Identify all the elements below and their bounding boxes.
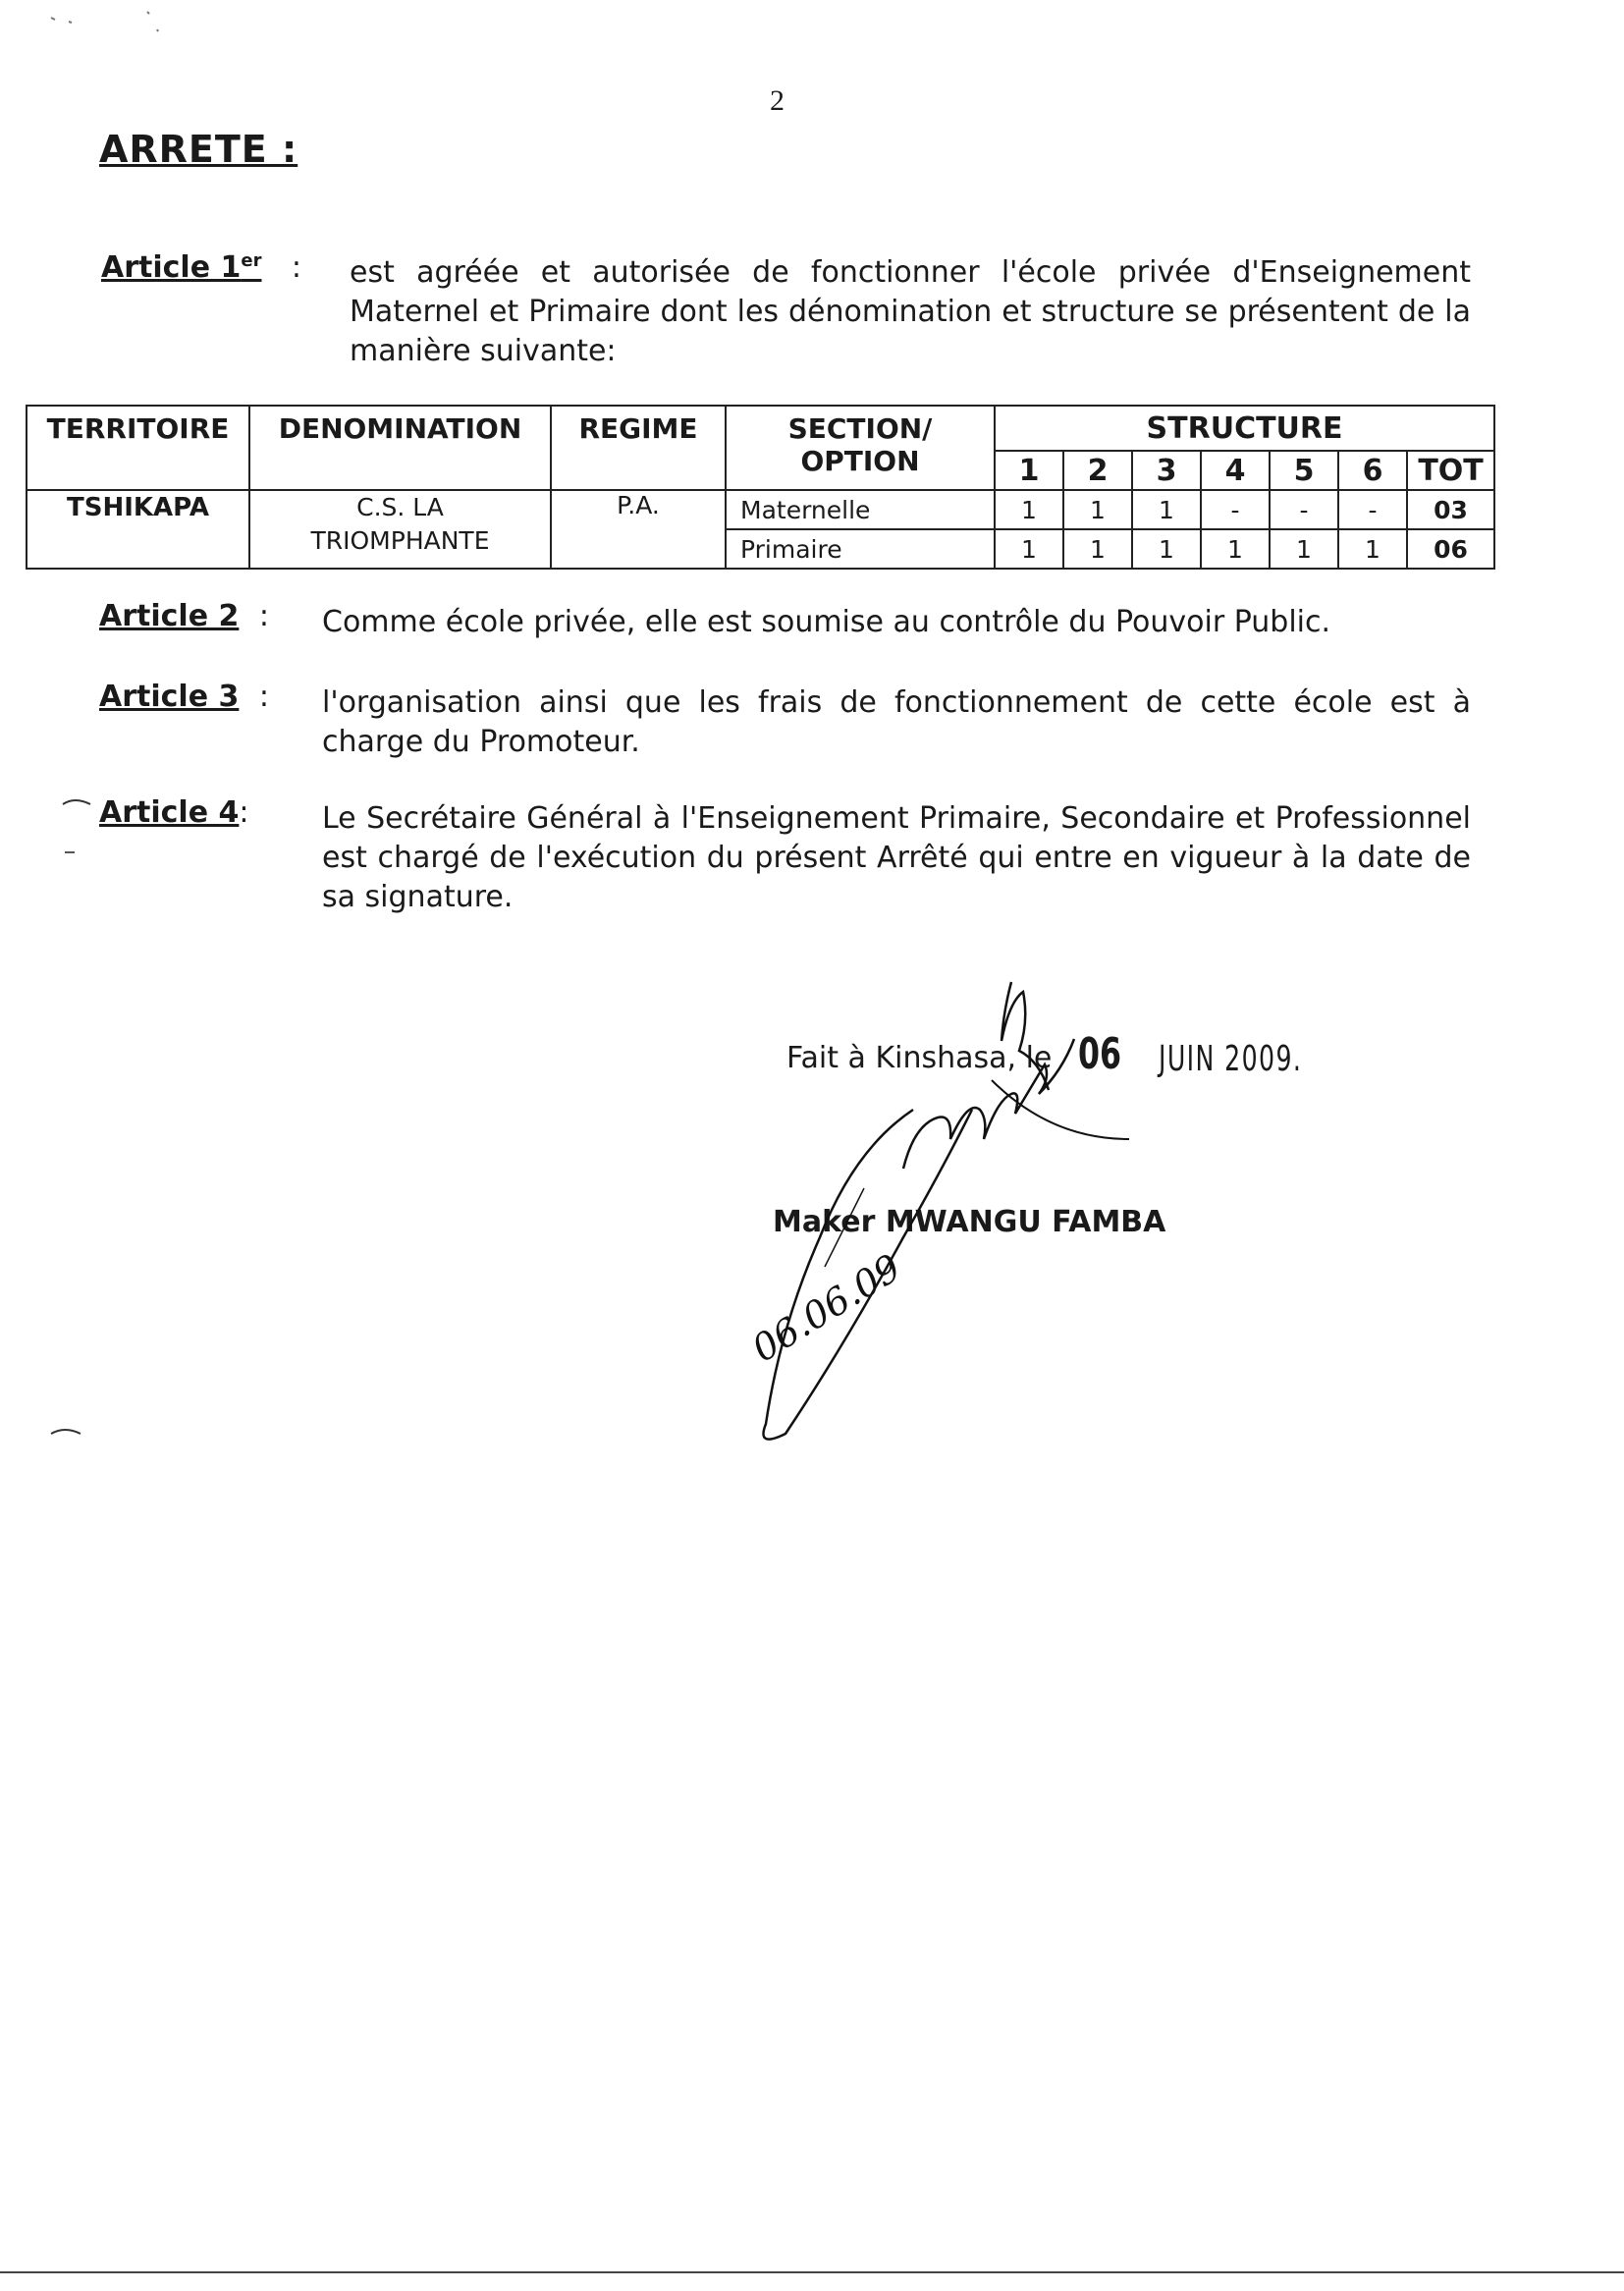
header-col-4: 4 <box>1201 451 1270 490</box>
header-col-tot: TOT <box>1407 451 1494 490</box>
header-section-option <box>726 406 995 490</box>
header-col-3: 3 <box>1132 451 1201 490</box>
article-1-label-text: Article 1 <box>101 250 242 285</box>
page-number: 2 <box>770 84 785 117</box>
cell-value: - <box>1338 490 1407 529</box>
place-and-date-label: Fait à Kinshasa, le <box>786 1041 1053 1075</box>
article-2-label <box>99 599 269 633</box>
header-col-1: 1 <box>995 451 1063 490</box>
article-2-text: Comme école privée, elle est soumise au contrôle du Pouvoir Public. <box>322 605 1331 639</box>
cell-total: 06 <box>1407 529 1494 569</box>
decree-title: ARRETE : <box>99 128 298 171</box>
header-option-line: OPTION <box>800 445 920 477</box>
table-row <box>27 490 1494 529</box>
article-3-text: l'organisation ainsi que les frais de fonctionnement de cette école est à charge du Promoteur. <box>322 685 1471 759</box>
school-structure-table <box>26 405 1495 570</box>
header-structure: STRUCTURE <box>995 406 1494 451</box>
cell-option: Primaire <box>726 529 995 569</box>
header-regime: REGIME <box>551 406 726 490</box>
handwritten-signature <box>717 972 1208 1483</box>
header-denomination: DENOMINATION <box>249 406 551 490</box>
article-3-label-text: Article 3 <box>99 680 240 714</box>
article-2-label-text: Article 2 <box>99 599 240 633</box>
denomination-line-2: TRIOMPHANTE <box>310 526 490 555</box>
article-4-colon: : <box>239 795 249 830</box>
cell-value: 1 <box>1338 529 1407 569</box>
cell-denomination <box>249 490 551 569</box>
handwritten-date: 06.06.09 <box>744 1245 909 1371</box>
article-1-superscript: er <box>241 250 262 271</box>
cell-value: - <box>1201 490 1270 529</box>
article-1-text: est agréée et autorisée de fonctionner l'école privée d'Enseignement Maternel et Primaire dont les dénomination et structure se présentent de la manière suivante: <box>350 255 1471 368</box>
article-3-colon: : <box>258 680 269 714</box>
article-3-label <box>99 680 269 714</box>
denomination-line-1: C.S. LA <box>356 493 444 521</box>
header-col-2: 2 <box>1063 451 1132 490</box>
cell-value: 1 <box>995 529 1063 569</box>
article-4-label <box>99 795 248 830</box>
cell-territoire: TSHIKAPA <box>27 490 249 569</box>
footer-rule <box>0 2271 1624 2273</box>
cell-regime: P.A. <box>551 490 726 569</box>
header-col-6: 6 <box>1338 451 1407 490</box>
cell-option: Maternelle <box>726 490 995 529</box>
article-4-label-text: Article 4 <box>99 795 240 830</box>
cell-total: 03 <box>1407 490 1494 529</box>
header-col-5: 5 <box>1270 451 1338 490</box>
header-section-line: SECTION/ <box>787 412 933 445</box>
header-territoire: TERRITOIRE <box>27 406 249 490</box>
cell-value: 1 <box>995 490 1063 529</box>
cell-value: 1 <box>1132 529 1201 569</box>
article-4-text: Le Secrétaire Général à l'Enseignement Primaire, Secondaire et Professionnel est chargé de l'exécution du présent Arrêté qui entre en vigueur à la date de sa signature. <box>322 801 1471 914</box>
cell-value: 1 <box>1201 529 1270 569</box>
cell-value: 1 <box>1132 490 1201 529</box>
table-header-row <box>27 406 1494 451</box>
cell-value: 1 <box>1063 490 1132 529</box>
article-1-colon: : <box>291 250 302 285</box>
cell-value: 1 <box>1270 529 1338 569</box>
date-stamp-month-year: JUIN 2009. <box>1159 1039 1303 1079</box>
article-1-label <box>101 250 301 285</box>
cell-value: - <box>1270 490 1338 529</box>
article-2-colon: : <box>258 599 269 633</box>
signatory-name: Maker MWANGU FAMBA <box>773 1205 1166 1239</box>
cell-value: 1 <box>1063 529 1132 569</box>
date-stamp-day: 06 <box>1078 1029 1122 1079</box>
